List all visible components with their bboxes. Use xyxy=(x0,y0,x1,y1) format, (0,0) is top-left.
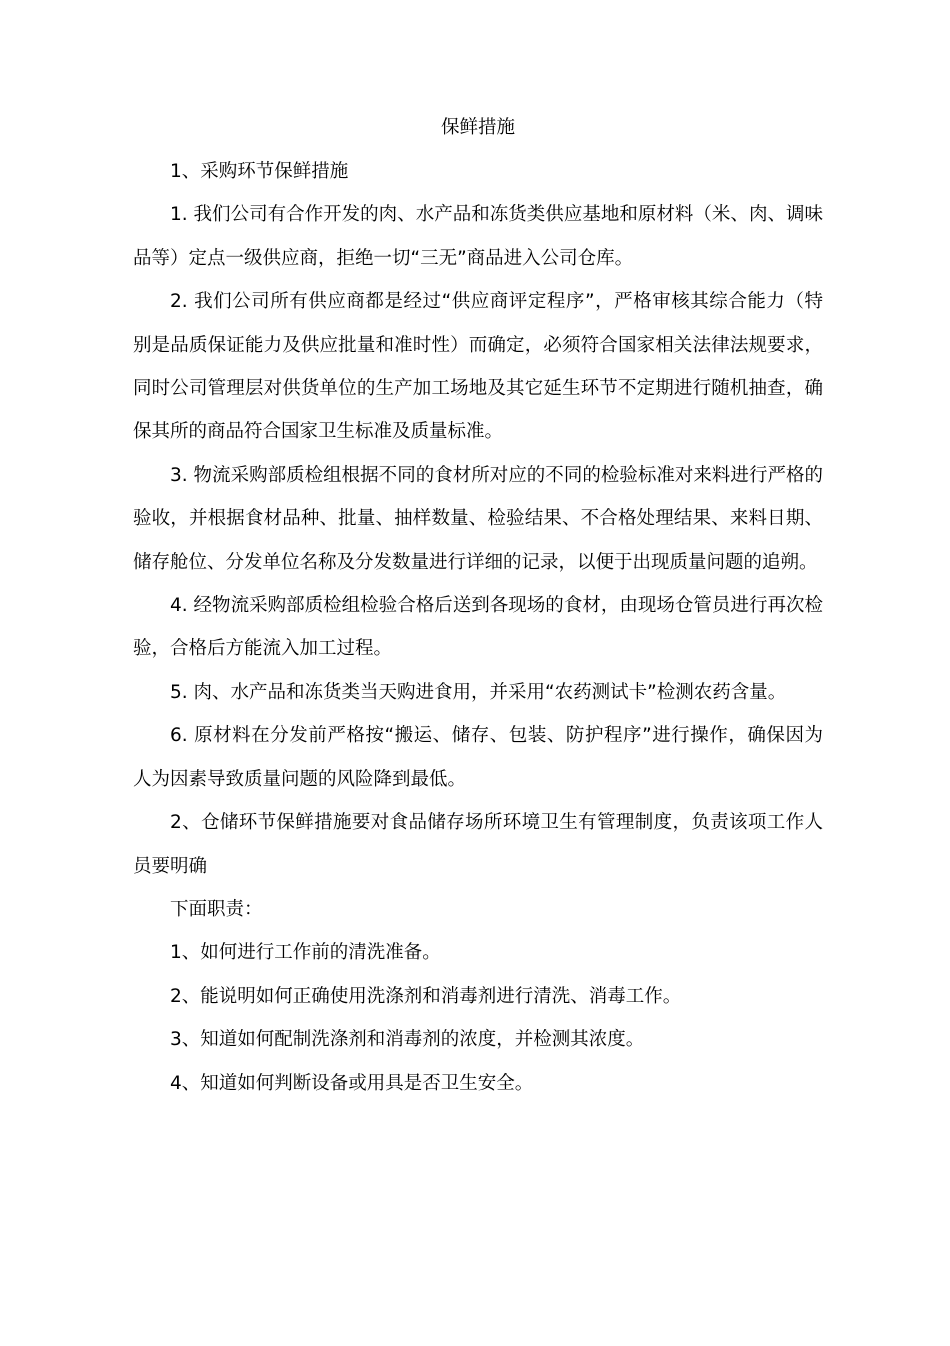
paragraph-item-4: 4. 经物流采购部质检组检验合格后送到各现场的食材，由现场仓管员进行再次检验，合格后方能流入加工过程。 xyxy=(133,595,823,660)
section-heading-storage: 2、仓储环节保鲜措施要对食品储存场所环境卫生有管理制度，负责该项工作人员要明确 xyxy=(133,812,823,877)
paragraph-item-6: 6. 原材料在分发前严格按“搬运、储存、包装、防护程序”进行操作，确保因为人为因素导致质量问题的风险降到最低。 xyxy=(133,725,823,790)
duty-item-2: 2、能说明如何正确使用洗涤剂和消毒剂进行清洗、消毒工作。 xyxy=(170,985,682,1007)
duty-item-1: 1、如何进行工作前的清洗准备。 xyxy=(170,942,441,964)
duties-heading: 下面职责： xyxy=(170,898,263,920)
document-title: 保鲜措施 xyxy=(440,117,515,138)
duty-item-3: 3、知道如何配制洗涤剂和消毒剂的浓度，并检测其浓度。 xyxy=(170,1029,645,1051)
paragraph-item-1: 1. 我们公司有合作开发的肉、水产品和冻货类供应基地和原材料（米、肉、调味品等）定点一级供应商，拒绝一切“三无”商品进入公司仓库。 xyxy=(133,204,823,269)
document-body xyxy=(133,114,823,1105)
paragraph-item-5: 5. 肉、水产品和冻货类当天购进食用，并采用“农药测试卡”检测农药含量。 xyxy=(170,681,787,703)
section-heading-purchasing: 1、采购环节保鲜措施 xyxy=(170,161,349,182)
duty-item-4: 4、知道如何判断设备或用具是否卫生安全。 xyxy=(170,1072,534,1094)
paragraph-item-2: 2. 我们公司所有供应商都是经过“供应商评定程序”，严格审核其综合能力（特别是品质保证能力及供应批量和准时性）而确定，必须符合国家相关法律法规要求，同时公司管理层对供货单位的生产加工场地及其它延生环节不定期进行随机抽查，确保其所的商品符合国家卫生标准及质量标准。 xyxy=(133,291,823,443)
paragraph-item-3: 3. 物流采购部质检组根据不同的食材所对应的不同的检验标准对来料进行严格的验收，并根据食材品种、批量、抽样数量、检验结果、不合格处理结果、来料日期、储存舱位、分发单位名称及分发数量进行详细的记录，以便于出现质量问题的追朔。 xyxy=(133,464,823,573)
